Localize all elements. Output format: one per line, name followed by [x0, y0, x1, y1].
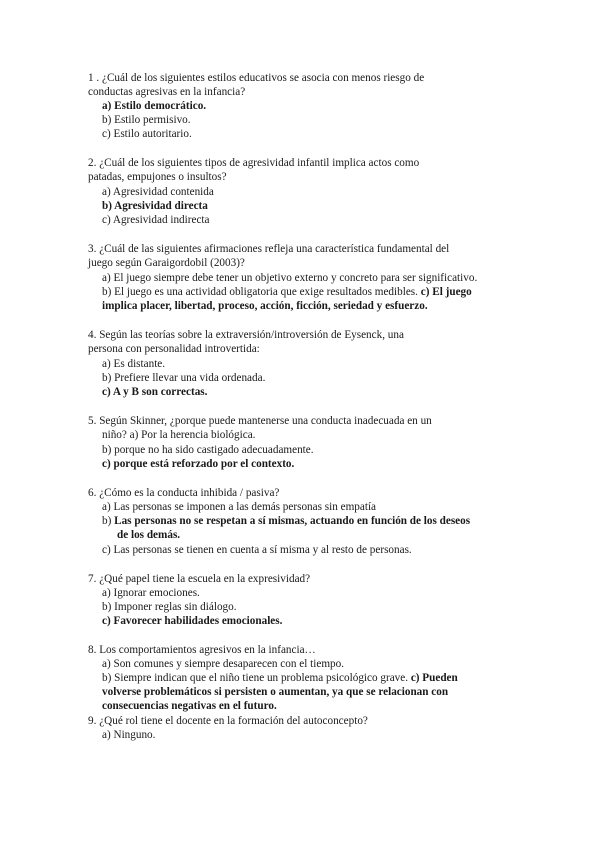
q8-option-c-correct-cont2: consecuencias negativas en el futuro. [102, 700, 277, 712]
question-5-text-cont: niño? a) Por la herencia biológica. [102, 429, 256, 441]
q2-option-c: c) Agresividad indirecta [102, 214, 210, 226]
q4-option-a: a) Es distante. [102, 358, 166, 370]
q6-option-a: a) Las personas se imponen a las demás personas sin empatía [102, 501, 377, 513]
q6-option-b-line [102, 514, 470, 528]
q1-option-c: c) Estilo autoritario. [102, 128, 192, 140]
question-4-text: 4. Según las teorías sobre la extraversión/introversión de Eysenck, una [88, 329, 404, 341]
q1-option-b: b) Estilo permisivo. [102, 114, 191, 126]
q2-option-a: a) Agresividad contenida [102, 186, 214, 198]
q6-option-b-correct-cont: de los demás. [117, 529, 181, 541]
question-1-text: 1 . ¿Cuál de los siguientes estilos educativos se asocia con menos riesgo de [88, 72, 425, 84]
q8-option-b: b) Siempre indican que el niño tiene un problema psicológico grave. [102, 672, 409, 684]
q7-option-b: b) Imponer reglas sin diálogo. [102, 601, 237, 613]
q6-option-c: c) Las personas se tienen en cuenta a sí misma y al resto de personas. [102, 544, 412, 556]
q5-option-b: b) porque no ha sido castigado adecuadamente. [102, 444, 314, 456]
question-5-text: 5. Según Skinner, ¿porque puede mantenerse una conducta inadecuada en un [88, 415, 432, 427]
question-9-text: 9. ¿Qué rol tiene el docente en la formación del autoconcepto? [88, 715, 368, 727]
question-3-text: 3. ¿Cuál de las siguientes afirmaciones refleja una característica fundamental del [88, 243, 450, 255]
q3-option-c-correct: c) El juego [420, 286, 472, 298]
question-6-text: 6. ¿Cómo es la conducta inhibida / pasiva? [88, 487, 280, 499]
q6-option-b-letter: b) [102, 515, 112, 527]
q7-option-a: a) Ignorar emociones. [102, 587, 200, 599]
q3-option-a: a) El juego siempre debe tener un objetivo externo y concreto para ser significativo. [102, 272, 478, 284]
q2-option-b-correct: b) Agresividad directa [102, 200, 208, 212]
q7-option-c-correct: c) Favorecer habilidades emocionales. [102, 615, 283, 627]
q8-option-a: a) Son comunes y siempre desaparecen con el tiempo. [102, 658, 345, 670]
q4-option-b: b) Prefiere llevar una vida ordenada. [102, 372, 266, 384]
question-8-text: 8. Los comportamientos agresivos en la infancia… [88, 644, 316, 656]
q8-option-c-correct-cont: volverse problemáticos si persisten o aumentan, ya que se relacionan con [102, 686, 449, 698]
q5-option-c-correct: c) porque está reforzado por el contexto. [102, 458, 295, 470]
q4-option-c-correct: c) A y B son correctas. [102, 386, 208, 398]
q9-option-a: a) Ninguno. [102, 729, 156, 741]
q8-option-c-correct: c) Pueden [410, 672, 458, 684]
question-7-text: 7. ¿Qué papel tiene la escuela en la expresividad? [88, 573, 311, 585]
question-3-text-cont: juego según Garaigordobil (2003)? [88, 257, 245, 269]
question-4-text-cont: persona con personalidad introvertida: [88, 343, 260, 355]
question-1-text-cont: conductas agresivas en la infancia? [88, 86, 246, 98]
question-2-text-cont: patadas, empujones o insultos? [88, 171, 227, 183]
q3-option-b: b) El juego es una actividad obligatoria que exige resultados medibles. [102, 286, 418, 298]
q3-option-b-line [102, 285, 472, 299]
q6-option-b-correct: Las personas no se respetan a sí mismas, actuando en función de los deseos [114, 515, 471, 527]
q1-option-a-correct: a) Estilo democrático. [102, 100, 207, 112]
question-2-text: 2. ¿Cuál de los siguientes tipos de agresividad infantil implica actos como [88, 157, 420, 169]
q3-option-c-correct-cont: implica placer, libertad, proceso, acción, ficción, seriedad y esfuerzo. [102, 300, 428, 312]
q8-option-b-line [102, 671, 458, 685]
